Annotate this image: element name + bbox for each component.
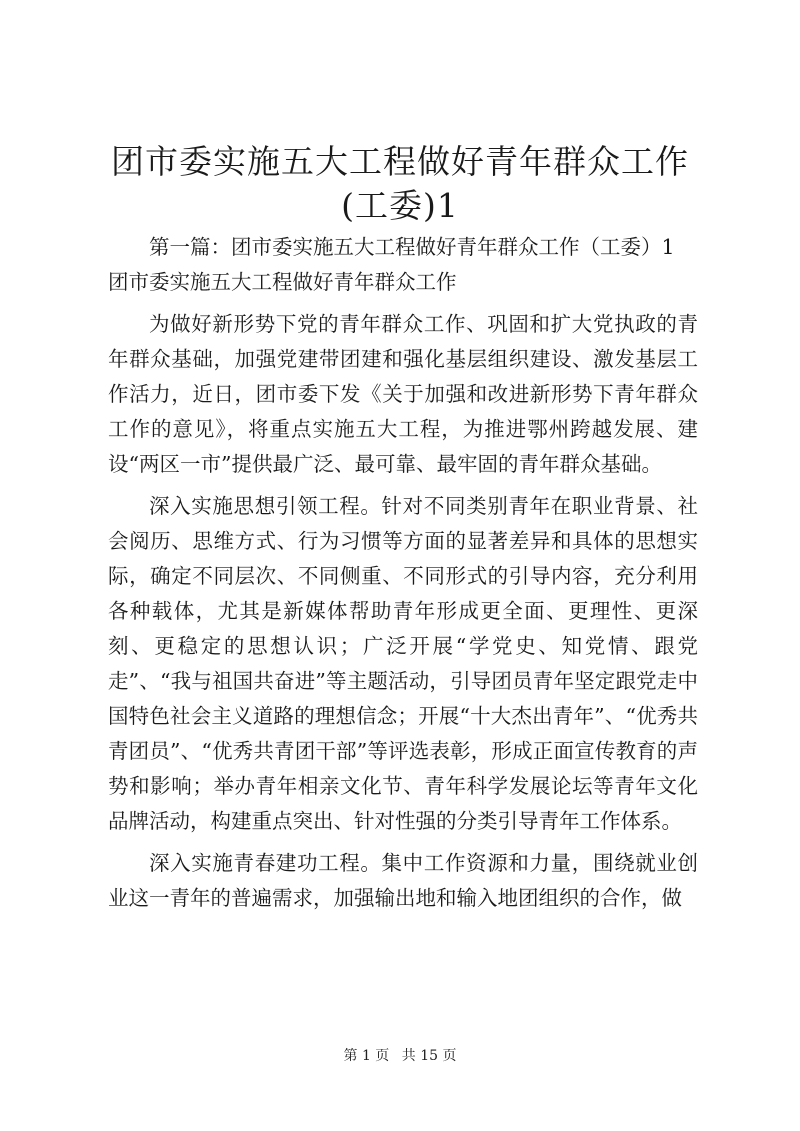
paragraph-intro: 为做好新形势下党的青年群众工作、巩固和扩大党执政的青年群众基础，加强党建带团建和强化基层组织建设、激发基层工作活力，近日，团市委下发《关于加强和改进新形势下青年群众工作的意见》，将重点实施五大工程，为推进鄂州跨越发展、建设“两区一市”提供最广泛、最可靠、最牢固的青年群众基础。	[108, 312, 698, 476]
section-heading: 第一篇：团市委实施五大工程做好青年群众工作（工委）1	[149, 235, 675, 259]
paragraph-thought-guidance: 深入实施思想引领工程。针对不同类别青年在职业背景、社会阅历、思维方式、行为习惯等方面的显著差异和具体的思想实际，确定不同层次、不同侧重、不同形式的引导内容，充分利用各种载体，尤其是新媒体帮助青年形成更全面、更理性、更深刻、更稳定的思想认识；广泛开展“学党史、知党情、跟党走”、“我与祖国共奋进”等主题活动，引导团员青年坚定跟党走中国特色社会主义道路的理想信念；开展“十大杰出青年”、“优秀共青团员”、“优秀共青团干部”等评选表彰，形成正面宣传教育的声势和影响；举办青年相亲文化节、青年科学发展论坛等青年文化品牌活动，构建重点突出、针对性强的分类引导青年工作体系。	[108, 494, 698, 833]
article-heading: 团市委实施五大工程做好青年群众工作	[108, 270, 457, 294]
page-total: 共 15 页	[401, 1048, 457, 1064]
document-body	[108, 230, 698, 916]
document-title: 团市委实施五大工程做好青年群众工作(工委)1	[111, 142, 689, 225]
page-number: 第 1 页	[343, 1048, 390, 1064]
paragraph-youth-contribution: 深入实施青春建功工程。集中工作资源和力量，围绕就业创业这一青年的普遍需求，加强输出地和输入地团组织的合作，做	[108, 851, 698, 910]
page-footer	[0, 1045, 800, 1065]
